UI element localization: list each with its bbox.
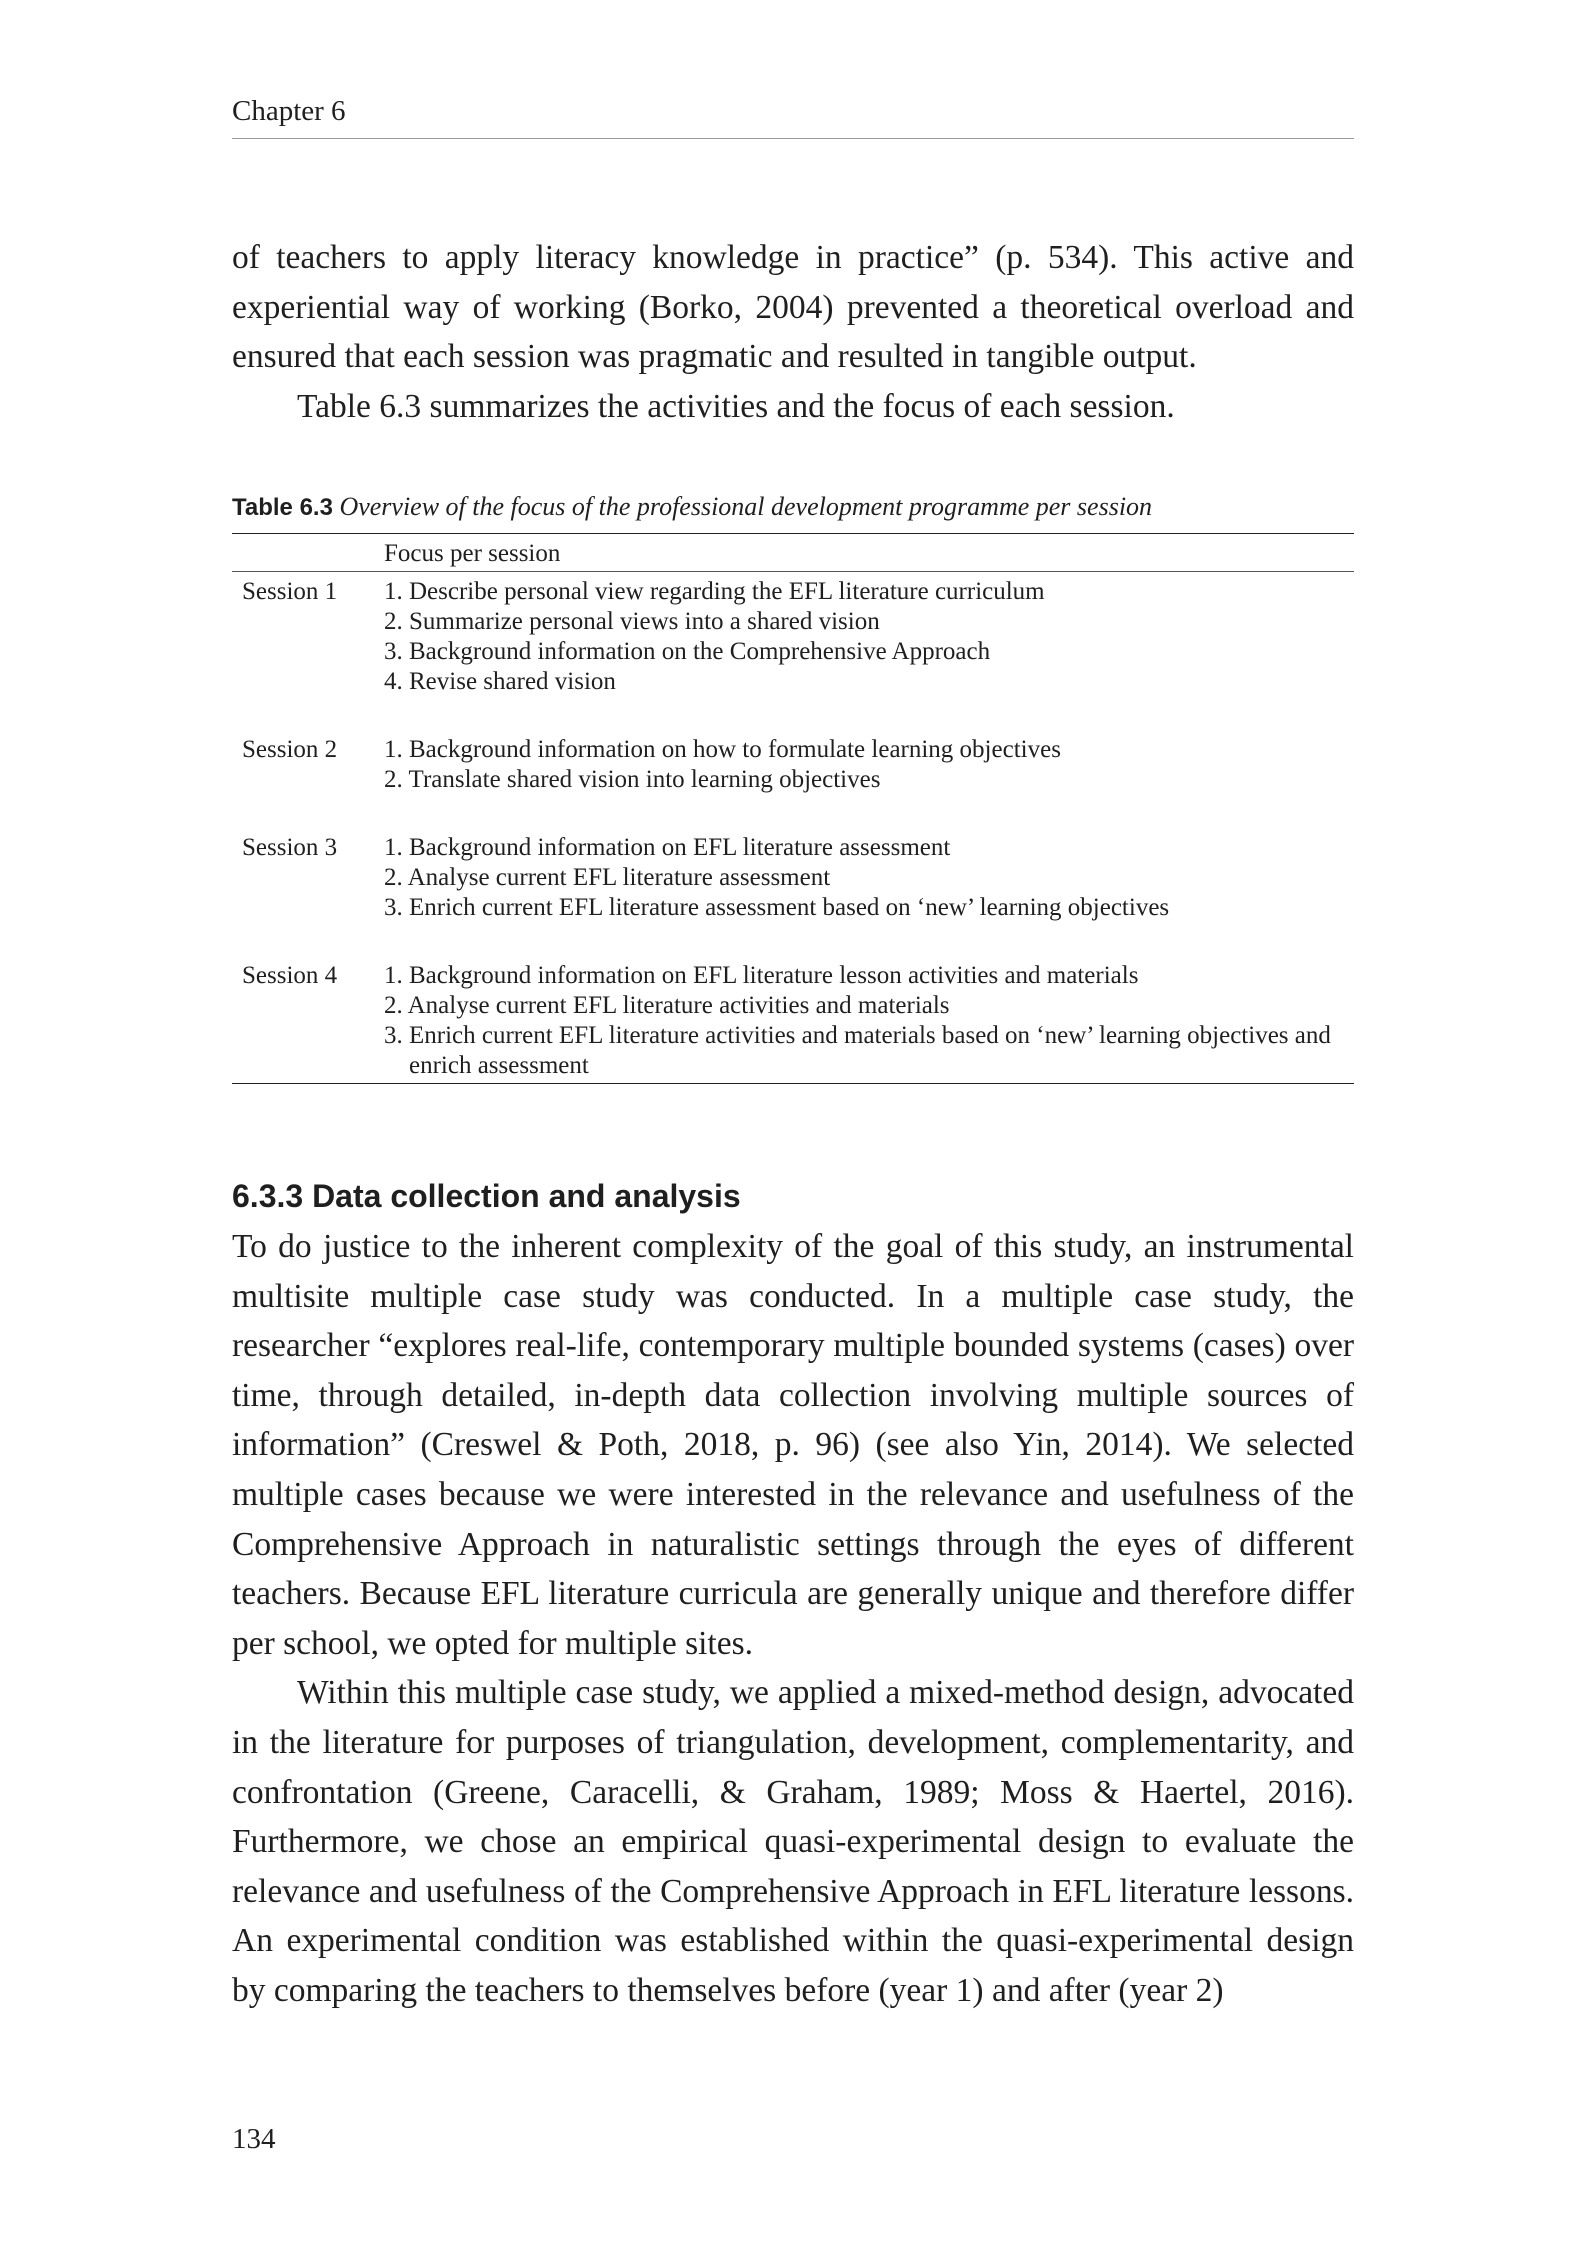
focus-cell — [384, 735, 1354, 833]
section-paragraph-2: Within this multiple case study, we applied a mixed-method design, advocated in the literature for purposes of triangulation, development, complementarity, and confrontation (Greene, Caracelli, & Graham, 1989; Moss & Haertel, 2016). Furthermore, we chose an empirical quasi-experimental design to evaluate the relevance and usefulness of the Comprehensive Approach in EFL literature lessons. An experimental condition was established within the quasi-experimental design by comparing the teachers to themselves before (year 1) and after (year 2) — [232, 1674, 1354, 2009]
table-row — [232, 961, 1354, 1084]
focus-cell — [384, 572, 1354, 736]
focus-item: 3. Enrich current EFL literature activities and materials based on ‘new’ learning objectives and enrich assessment — [384, 1022, 1331, 1079]
section-paragraph-1: To do justice to the inherent complexity of the goal of this study, an instrumental multisite multiple case study was conducted. In a multiple case study, the researcher “explores real-life, contemporary multiple bounded systems (cases) over time, through detailed, in-depth data collection involving multiple sources of information” (Creswel & Poth, 2018, p. 96) (see also Yin, 2014). We selected multiple cases because we were interested in the relevance and usefulness of the Comprehensive Approach in naturalistic settings through the eyes of different teachers. Because EFL literature curricula are generally unique and therefore differ per school, we opted for multiple sites. — [232, 1228, 1354, 1662]
focus-list — [384, 833, 1354, 923]
intro-text — [232, 233, 1354, 431]
table-header-row — [232, 534, 1354, 572]
focus-list — [384, 961, 1354, 1081]
focus-cell — [384, 961, 1354, 1084]
table-row — [232, 572, 1354, 736]
focus-list — [384, 577, 1354, 697]
session-focus-table — [232, 533, 1354, 1084]
focus-item: 3. Background information on the Comprehensive Approach — [384, 638, 991, 665]
session-label: Session 1 — [242, 578, 338, 605]
focus-item: 2. Analyse current EFL literature activities and materials — [384, 992, 950, 1019]
focus-item: 2. Translate shared vision into learning objectives — [384, 766, 881, 793]
table-caption — [232, 489, 1354, 526]
focus-item: 4. Revise shared vision — [384, 668, 616, 695]
session-label: Session 4 — [242, 962, 338, 989]
header-session-cell — [232, 534, 384, 572]
header-focus-cell: Focus per session — [384, 534, 1354, 572]
focus-cell — [384, 833, 1354, 961]
table-row — [232, 735, 1354, 833]
focus-item: 1. Background information on EFL literature lesson activities and materials — [384, 962, 1139, 989]
focus-item: 2. Analyse current EFL literature assessment — [384, 864, 831, 891]
focus-item: 2. Summarize personal views into a shared vision — [384, 608, 880, 635]
session-label: Session 2 — [242, 736, 338, 763]
focus-list — [384, 735, 1354, 795]
chapter-label: Chapter 6 — [232, 95, 346, 127]
session-label: Session 3 — [242, 834, 338, 861]
intro-paragraph-2: Table 6.3 summarizes the activities and the focus of each session. — [297, 387, 1175, 425]
table-label: Table 6.3 — [232, 494, 333, 521]
focus-item: 3. Enrich current EFL literature assessment based on ‘new’ learning objectives — [384, 894, 1170, 921]
focus-item: 1. Background information on EFL literature assessment — [384, 834, 951, 861]
section-text — [232, 1222, 1354, 2016]
running-header — [232, 90, 1354, 139]
table-title: Overview of the focus of the professional development programme per session — [339, 492, 1153, 521]
focus-item: 1. Describe personal view regarding the EFL literature curriculum — [384, 578, 1045, 605]
table-row — [232, 833, 1354, 961]
book-page — [232, 0, 1354, 2250]
focus-item: 1. Background information on how to formulate learning objectives — [384, 736, 1061, 763]
intro-paragraph-1: of teachers to apply literacy knowledge in practice” (p. 534). This active and experiential way of working (Borko, 2004) prevented a theoretical overload and ensured that each session was pragmatic and resulted in tangible output. — [232, 239, 1354, 376]
page-number: 134 — [232, 2123, 276, 2155]
section-heading: 6.3.3 Data collection and analysis — [232, 1178, 741, 1214]
